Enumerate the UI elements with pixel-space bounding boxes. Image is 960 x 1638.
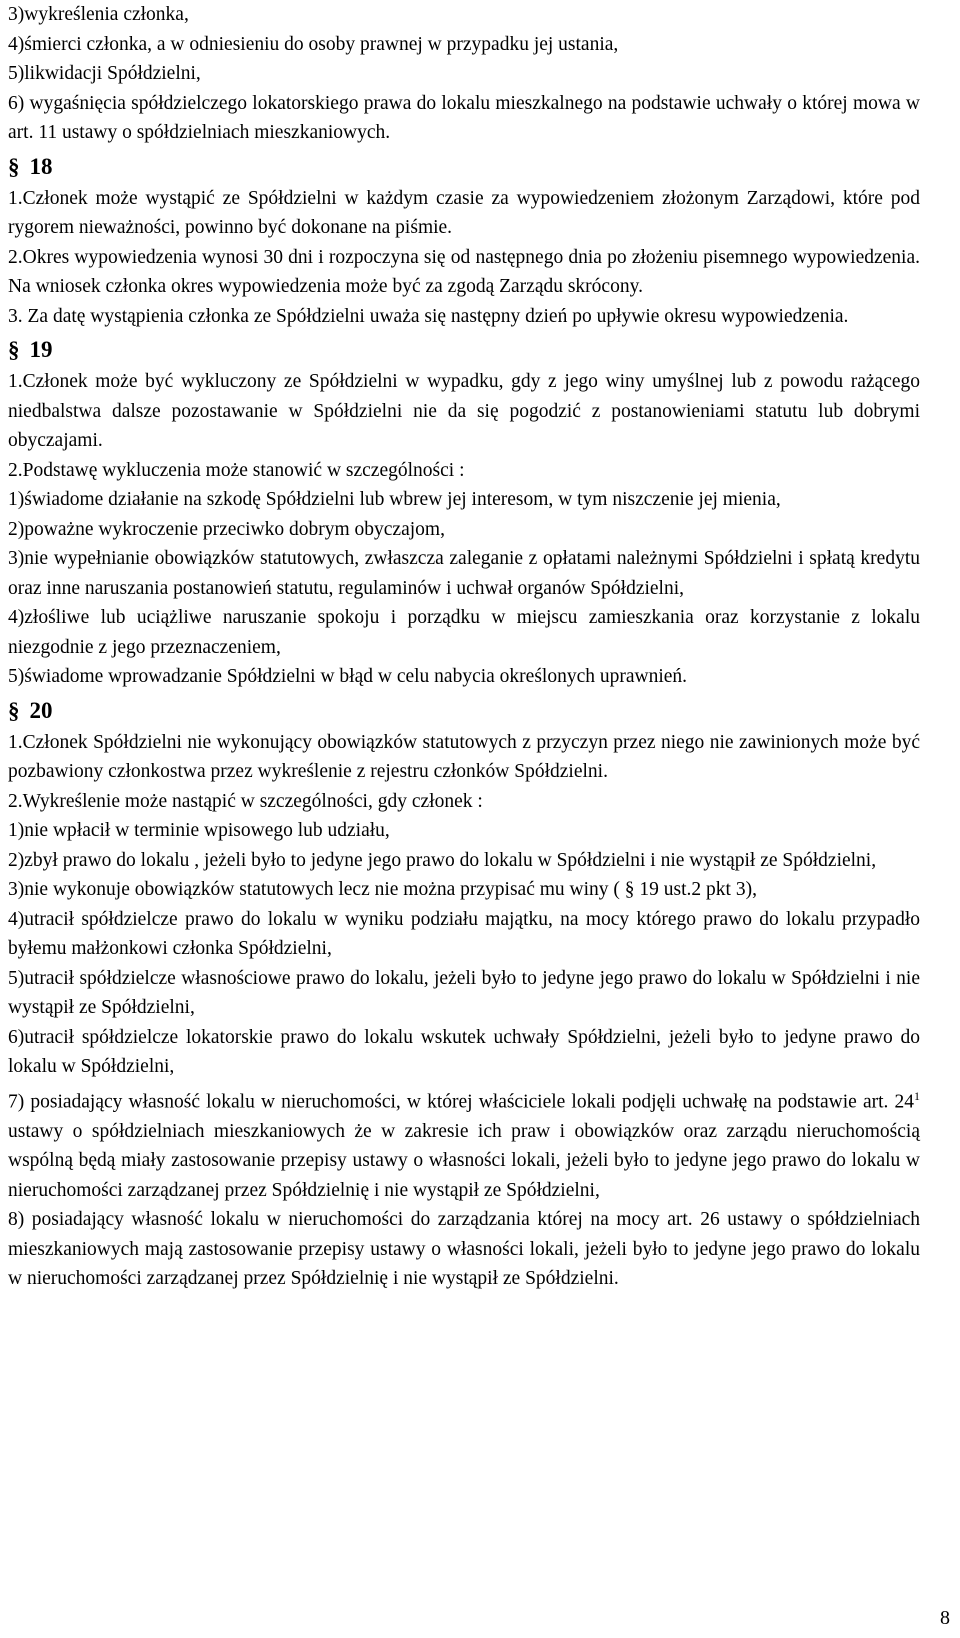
list-item: 4)złośliwe lub uciążliwe naruszanie spokoju i porządku w miejscu zamieszkania oraz korzystanie z lokalu niezgodnie z jego przeznaczeniem,: [8, 607, 920, 658]
section-number: 19: [29, 337, 53, 362]
list-item: [8, 1082, 920, 1206]
list-item: 5)świadome wprowadzanie Spółdzielni w błąd w celu nabycia określonych uprawnień.: [8, 666, 688, 687]
paragraph: 3. Za datę wystąpienia członka ze Spółdzielni uważa się następny dzień po upływie okresu wypowiedzenia.: [8, 305, 849, 327]
paragraph: 1.Członek może być wykluczony ze Spółdzielni w wypadku, gdy z jego winy umyślnej lub z powodu rażącego niedbalstwa dalsze pozostawanie w Spółdzielni nie da się pogodzić z postanowieniami statutu lub dobrymi obyczajami.: [8, 371, 920, 451]
list-item: 5)likwidacji Spółdzielni,: [8, 63, 201, 84]
list-item: 1)nie wpłacił w terminie wpisowego lub udziału,: [8, 820, 390, 841]
list-item: 4)śmierci członka, a w odniesieniu do osoby prawnej w przypadku jej ustania,: [8, 33, 619, 55]
list-item: 6) wygaśnięcia spółdzielczego lokatorskiego prawa do lokalu mieszkalnego na podstawie uchwały o której mowa w art. 11 ustawy o spółdzielniach mieszkaniowych.: [8, 92, 920, 143]
list-item: 3)nie wykonuje obowiązków statutowych lecz nie można przypisać mu winy ( § 19 ust.2 pkt 3),: [8, 879, 757, 900]
list-item: 1)świadome działanie na szkodę Spółdzielni lub wbrew jej interesom, w tym niszczenie jej mienia,: [8, 489, 781, 510]
list-item: 4)utracił spółdzielcze prawo do lokalu w wyniku podziału majątku, na mocy którego prawo do lokalu przypadło byłemu małżonkowi członka Spółdzielni,: [8, 908, 920, 959]
list-item: 6)utracił spółdzielcze lokatorskie prawo do lokalu wskutek uchwały Spółdzielni, jeżeli było to jedyne prawo do lokalu w Spółdzielni,: [8, 1026, 920, 1077]
section-sign: §: [8, 153, 20, 179]
section-heading-20: [8, 694, 920, 728]
list-item: 8) posiadający własność lokalu w nieruchomości do zarządzania której na mocy art. 26 ustawy o spółdzielniach mieszkaniowych mają zastosowanie przepisy ustawy o własności lokali, jeżeli było to jedyne jego prawo do lokalu w nieruchomości zarządzanej przez Spółdzielnię i nie wystąpił ze Spółdzielni.: [8, 1209, 920, 1289]
list-item: 3)wykreślenia członka,: [8, 4, 189, 25]
list-item: 3)nie wypełnianie obowiązków statutowych, zwłaszcza zaleganie z opłatami należnymi Spółdzielni i spłatą kredytu oraz inne naruszania postanowień statutu, regulaminów i uchwał organów Spółdzielni,: [8, 548, 920, 599]
page-number: 8: [940, 1607, 950, 1629]
superscript: 1: [914, 1088, 920, 1103]
list-item: 2)poważne wykroczenie przeciwko dobrym obyczajom,: [8, 518, 445, 540]
list-item: 2)zbył prawo do lokalu , jeżeli było to jedyne jego prawo do lokalu w Spółdzielni i nie wystąpił ze Spółdzielni,: [8, 849, 877, 871]
item-text: ustawy o spółdzielniach mieszkaniowych że w zakresie ich praw i obowiązków oraz zarządu nieruchomością wspólną będą miały zastosowanie przepisy ustawy o własności lokali, jeżeli było to jedyne jego prawo do lokalu w nieruchomości zarządzanej przez Spółdzielnię i nie wystąpił ze Spółdzielni,: [8, 1120, 920, 1201]
paragraph: 1.Członek może wystąpić ze Spółdzielni w każdym czasie za wypowiedzeniem złożonym Zarządowi, które pod rygorem nieważności, powinno być dokonane na piśmie.: [8, 187, 920, 238]
section-sign: §: [8, 337, 20, 362]
paragraph: 2.Okres wypowiedzenia wynosi 30 dni i rozpoczyna się od następnego dnia po złożeniu pisemnego wypowiedzenia. Na wniosek członka okres wypowiedzenia może być za zgodą Zarządu skrócony.: [8, 246, 920, 297]
document-page: [8, 0, 920, 1294]
section-number: 20: [29, 697, 53, 723]
paragraph: 1.Członek Spółdzielni nie wykonujący obowiązków statutowych z przyczyn przez niego nie zawinionych może być pozbawiony członkostwa przez wykreślenie z rejestru członków Spółdzielni.: [8, 731, 920, 782]
section-heading-18: [8, 150, 920, 184]
section-heading-19: [8, 333, 920, 367]
paragraph: 2.Podstawę wykluczenia może stanowić w szczególności :: [8, 459, 465, 481]
paragraph: 2.Wykreślenie może nastąpić w szczególności, gdy członek :: [8, 790, 483, 812]
section-sign: §: [8, 697, 20, 723]
list-item: 5)utracił spółdzielcze własnościowe prawo do lokalu, jeżeli było to jedyne jego prawo do lokalu w Spółdzielni i nie wystąpił ze Spółdzielni,: [8, 967, 920, 1018]
section-number: 18: [29, 153, 53, 179]
item-text: 7) posiadający własność lokalu w nieruchomości, w której właściciele lokali podjęli uchwałę na podstawie art. 24: [8, 1091, 914, 1112]
